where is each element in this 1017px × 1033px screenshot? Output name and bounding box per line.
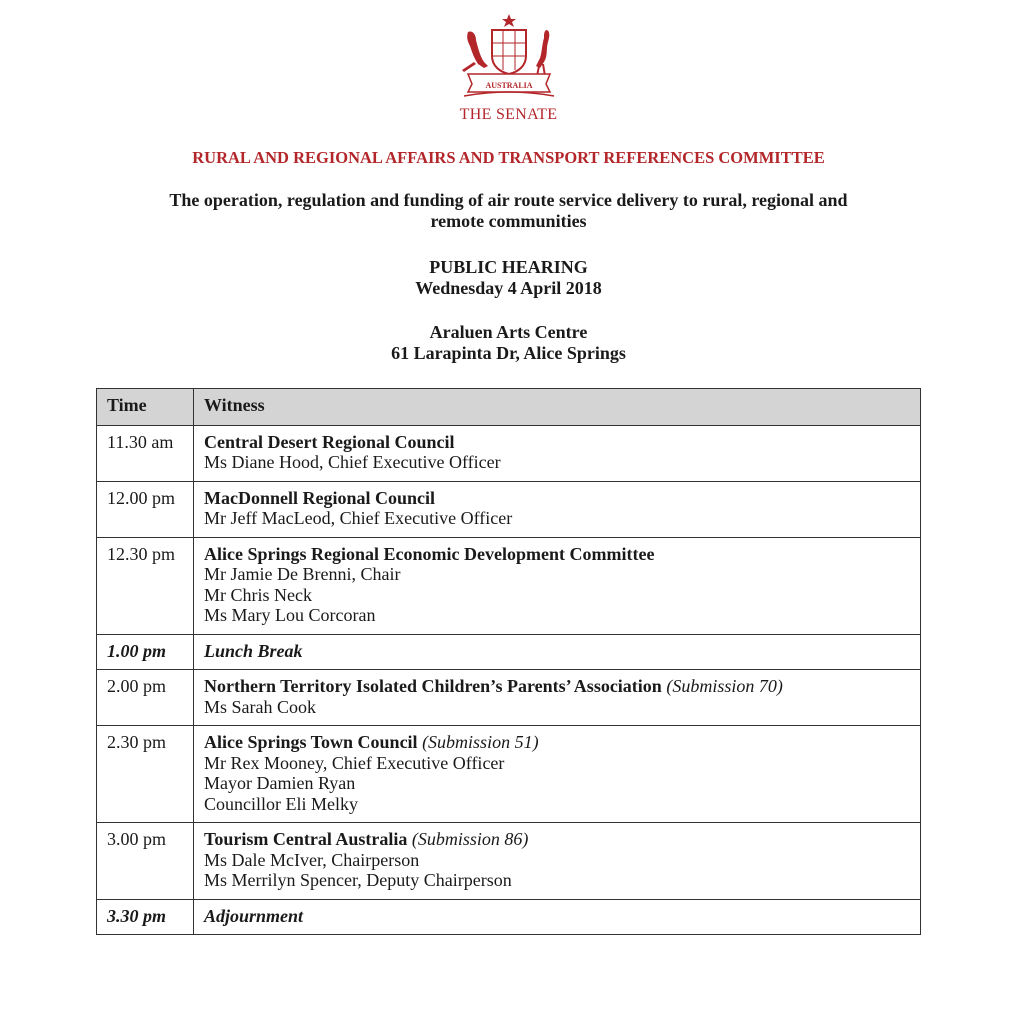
submission-ref: (Submission 70) — [666, 676, 783, 696]
organisation-name: Northern Territory Isolated Children’s Parents’ Association — [204, 676, 662, 696]
coat-of-arms — [0, 12, 1017, 107]
witness-cell — [194, 425, 921, 481]
table-row — [97, 670, 921, 726]
adjournment-label: Adjournment — [194, 899, 921, 935]
time-cell: 11.30 am — [97, 425, 194, 481]
table-row — [97, 823, 921, 900]
witness-name: Mayor Damien Ryan — [204, 773, 356, 793]
venue-info — [0, 322, 1017, 364]
venue-name: Araluen Arts Centre — [429, 322, 588, 342]
witness-cell — [194, 726, 921, 823]
witness-name: Mr Jeff MacLeod, Chief Executive Officer — [204, 508, 513, 528]
svg-text:AUSTRALIA: AUSTRALIA — [484, 81, 533, 90]
senate-title: THE SENATE — [459, 106, 558, 123]
time-cell: 12.30 pm — [97, 537, 194, 634]
break-label: Lunch Break — [194, 634, 921, 670]
column-header-witness: Witness — [194, 389, 921, 426]
inquiry-title-line-2: remote communities — [430, 211, 587, 231]
venue-address: 61 Larapinta Dr, Alice Springs — [391, 343, 626, 363]
table-row — [97, 481, 921, 537]
table-row-adjournment — [97, 899, 921, 935]
organisation-line — [204, 676, 910, 697]
time-cell: 3.00 pm — [97, 823, 194, 900]
witness-name: Ms Merrilyn Spencer, Deputy Chairperson — [204, 870, 512, 890]
witness-name: Ms Diane Hood, Chief Executive Officer — [204, 452, 501, 472]
witness-name: Ms Dale McIver, Chairperson — [204, 849, 420, 870]
table-row-break — [97, 634, 921, 670]
submission-ref: (Submission 51) — [422, 732, 539, 752]
submission-ref: (Submission 86) — [411, 829, 529, 849]
table-row — [97, 425, 921, 481]
witness-name: Mr Rex Mooney, Chief Executive Officer — [204, 752, 505, 773]
coat-of-arms-icon — [454, 12, 564, 102]
organisation-name: Alice Springs Regional Economic Development Committee — [204, 543, 655, 564]
witness-name: Ms Mary Lou Corcoran — [204, 605, 376, 625]
witness-cell — [194, 670, 921, 726]
time-cell: 3.30 pm — [97, 899, 194, 935]
time-cell: 1.00 pm — [97, 634, 194, 670]
organisation-name: MacDonnell Regional Council — [204, 487, 436, 508]
organisation-name: Central Desert Regional Council — [204, 431, 455, 452]
organisation-line — [204, 829, 910, 850]
witness-name: Mr Jamie De Brenni, Chair — [204, 564, 401, 584]
hearing-info — [0, 257, 1017, 299]
time-cell: 12.00 pm — [97, 481, 194, 537]
column-header-time: Time — [97, 389, 194, 426]
organisation-name: Tourism Central Australia — [204, 829, 408, 849]
witness-cell — [194, 537, 921, 634]
hearing-type: PUBLIC HEARING — [429, 257, 588, 277]
witness-name: Mr Chris Neck — [204, 584, 312, 605]
time-cell: 2.30 pm — [97, 726, 194, 823]
hearing-date: Wednesday 4 April 2018 — [415, 278, 602, 298]
organisation-line — [204, 732, 910, 753]
witness-cell — [194, 823, 921, 900]
table-row — [97, 537, 921, 634]
witness-name: Ms Sarah Cook — [204, 696, 316, 717]
table-row — [97, 726, 921, 823]
inquiry-title — [0, 190, 1017, 232]
committee-title: RURAL AND REGIONAL AFFAIRS AND TRANSPORT REFERENCES COMMITTEE — [192, 148, 825, 167]
witness-name: Councillor Eli Melky — [204, 793, 358, 814]
inquiry-title-line-1: The operation, regulation and funding of air route service delivery to rural, regional and — [169, 190, 848, 210]
time-cell: 2.00 pm — [97, 670, 194, 726]
organisation-name: Alice Springs Town Council — [204, 732, 418, 752]
table-header-row — [97, 389, 921, 426]
schedule-table — [96, 388, 921, 935]
witness-cell — [194, 481, 921, 537]
